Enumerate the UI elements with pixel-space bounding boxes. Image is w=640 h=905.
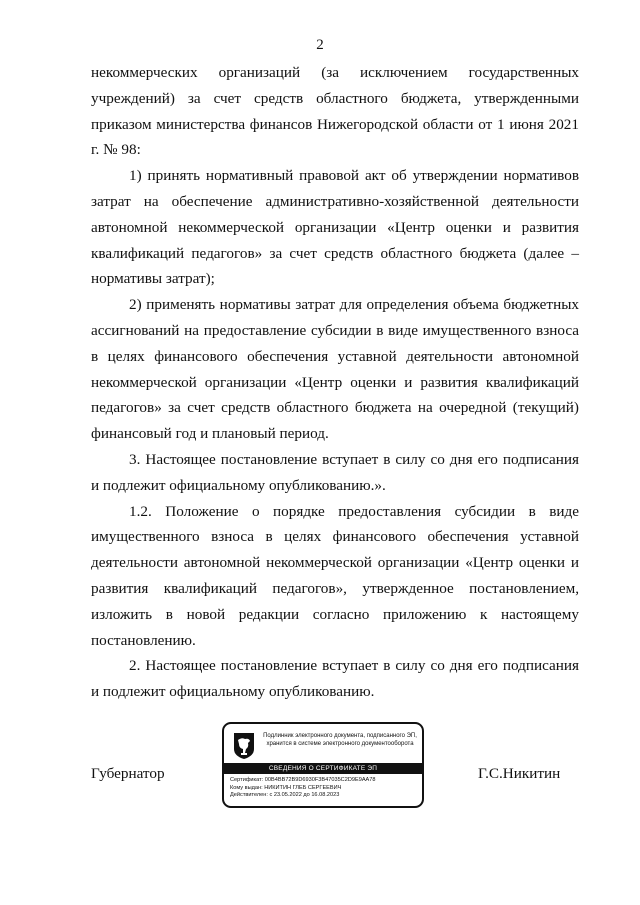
valid-label: Действителен: [230,792,268,799]
certificate-label: Сертификат: [230,777,264,783]
issued-to-value: НИКИТИН ГЛЕБ СЕРГЕЕВИЧ [264,784,342,791]
coat-of-arms-icon [233,732,255,760]
issued-to-label: Кому выдан: [230,784,263,791]
page-number: 2 [316,37,324,53]
valid-value: с 23.05.2022 до 16.08.2023 [269,792,340,799]
paragraph-4: 1.2. Положение о порядке предоставления субсидии в виде имущественного взноса в целях финансового обеспечения уставной деятельности автономной некоммерческой организации «Центр оценки и развития квалификаций педагогов», утвержденное постановлением, изложить в новой редакции согласно приложению к настоящему постановлению. [91,502,579,649]
valid-row [230,792,420,800]
stamp-note: Подлинник электронного документа, подписанного ЭП, хранится в системе электронного документооборота [263,733,417,747]
signer-position: Губернатор [91,765,165,782]
electronic-signature-stamp [222,722,424,808]
signer-name: Г.С.Никитин [478,765,561,782]
document-body [91,60,579,705]
paragraph-5: 2. Настоящее постановление вступает в силу со дня его подписания и подлежит официальному опубликованию. [91,657,579,701]
stamp-band: СВЕДЕНИЯ О СЕРТИФИКАТЕ ЭП [224,763,422,774]
paragraph-3: 3. Настоящее постановление вступает в силу со дня его подписания и подлежит официальному опубликованию.». [91,450,579,494]
certificate-row [230,777,420,785]
certificate-value: 00B4BB72B9D6930F3B47035C2D9E9AA78 [264,777,376,783]
paragraph-2: 2) применять нормативы затрат для определения объема бюджетных ассигнований на предоставление субсидии в виде имущественного взноса в целях финансового обеспечения уставной деятельности автономной некоммерческой организации «Центр оценки и развития квалификаций педагогов» за счет средств областного бюджета на очередной (текущий) финансовый год и плановый период. [91,296,579,443]
stamp-details [230,777,420,800]
paragraph-1: 1) принять нормативный правовой акт об утверждении нормативов затрат на обеспечение административно-хозяйственной деятельности автономной некоммерческой организации «Центр оценки и развития квалификаций педагогов» за счет средств областного бюджета (далее – нормативы затрат); [91,167,579,288]
paragraph-0: некоммерческих организаций (за исключением государственных учреждений) за счет средств областного бюджета, утвержденными приказом министерства финансов Нижегородской области от 1 июня 2021 г. № 98: [91,64,579,159]
